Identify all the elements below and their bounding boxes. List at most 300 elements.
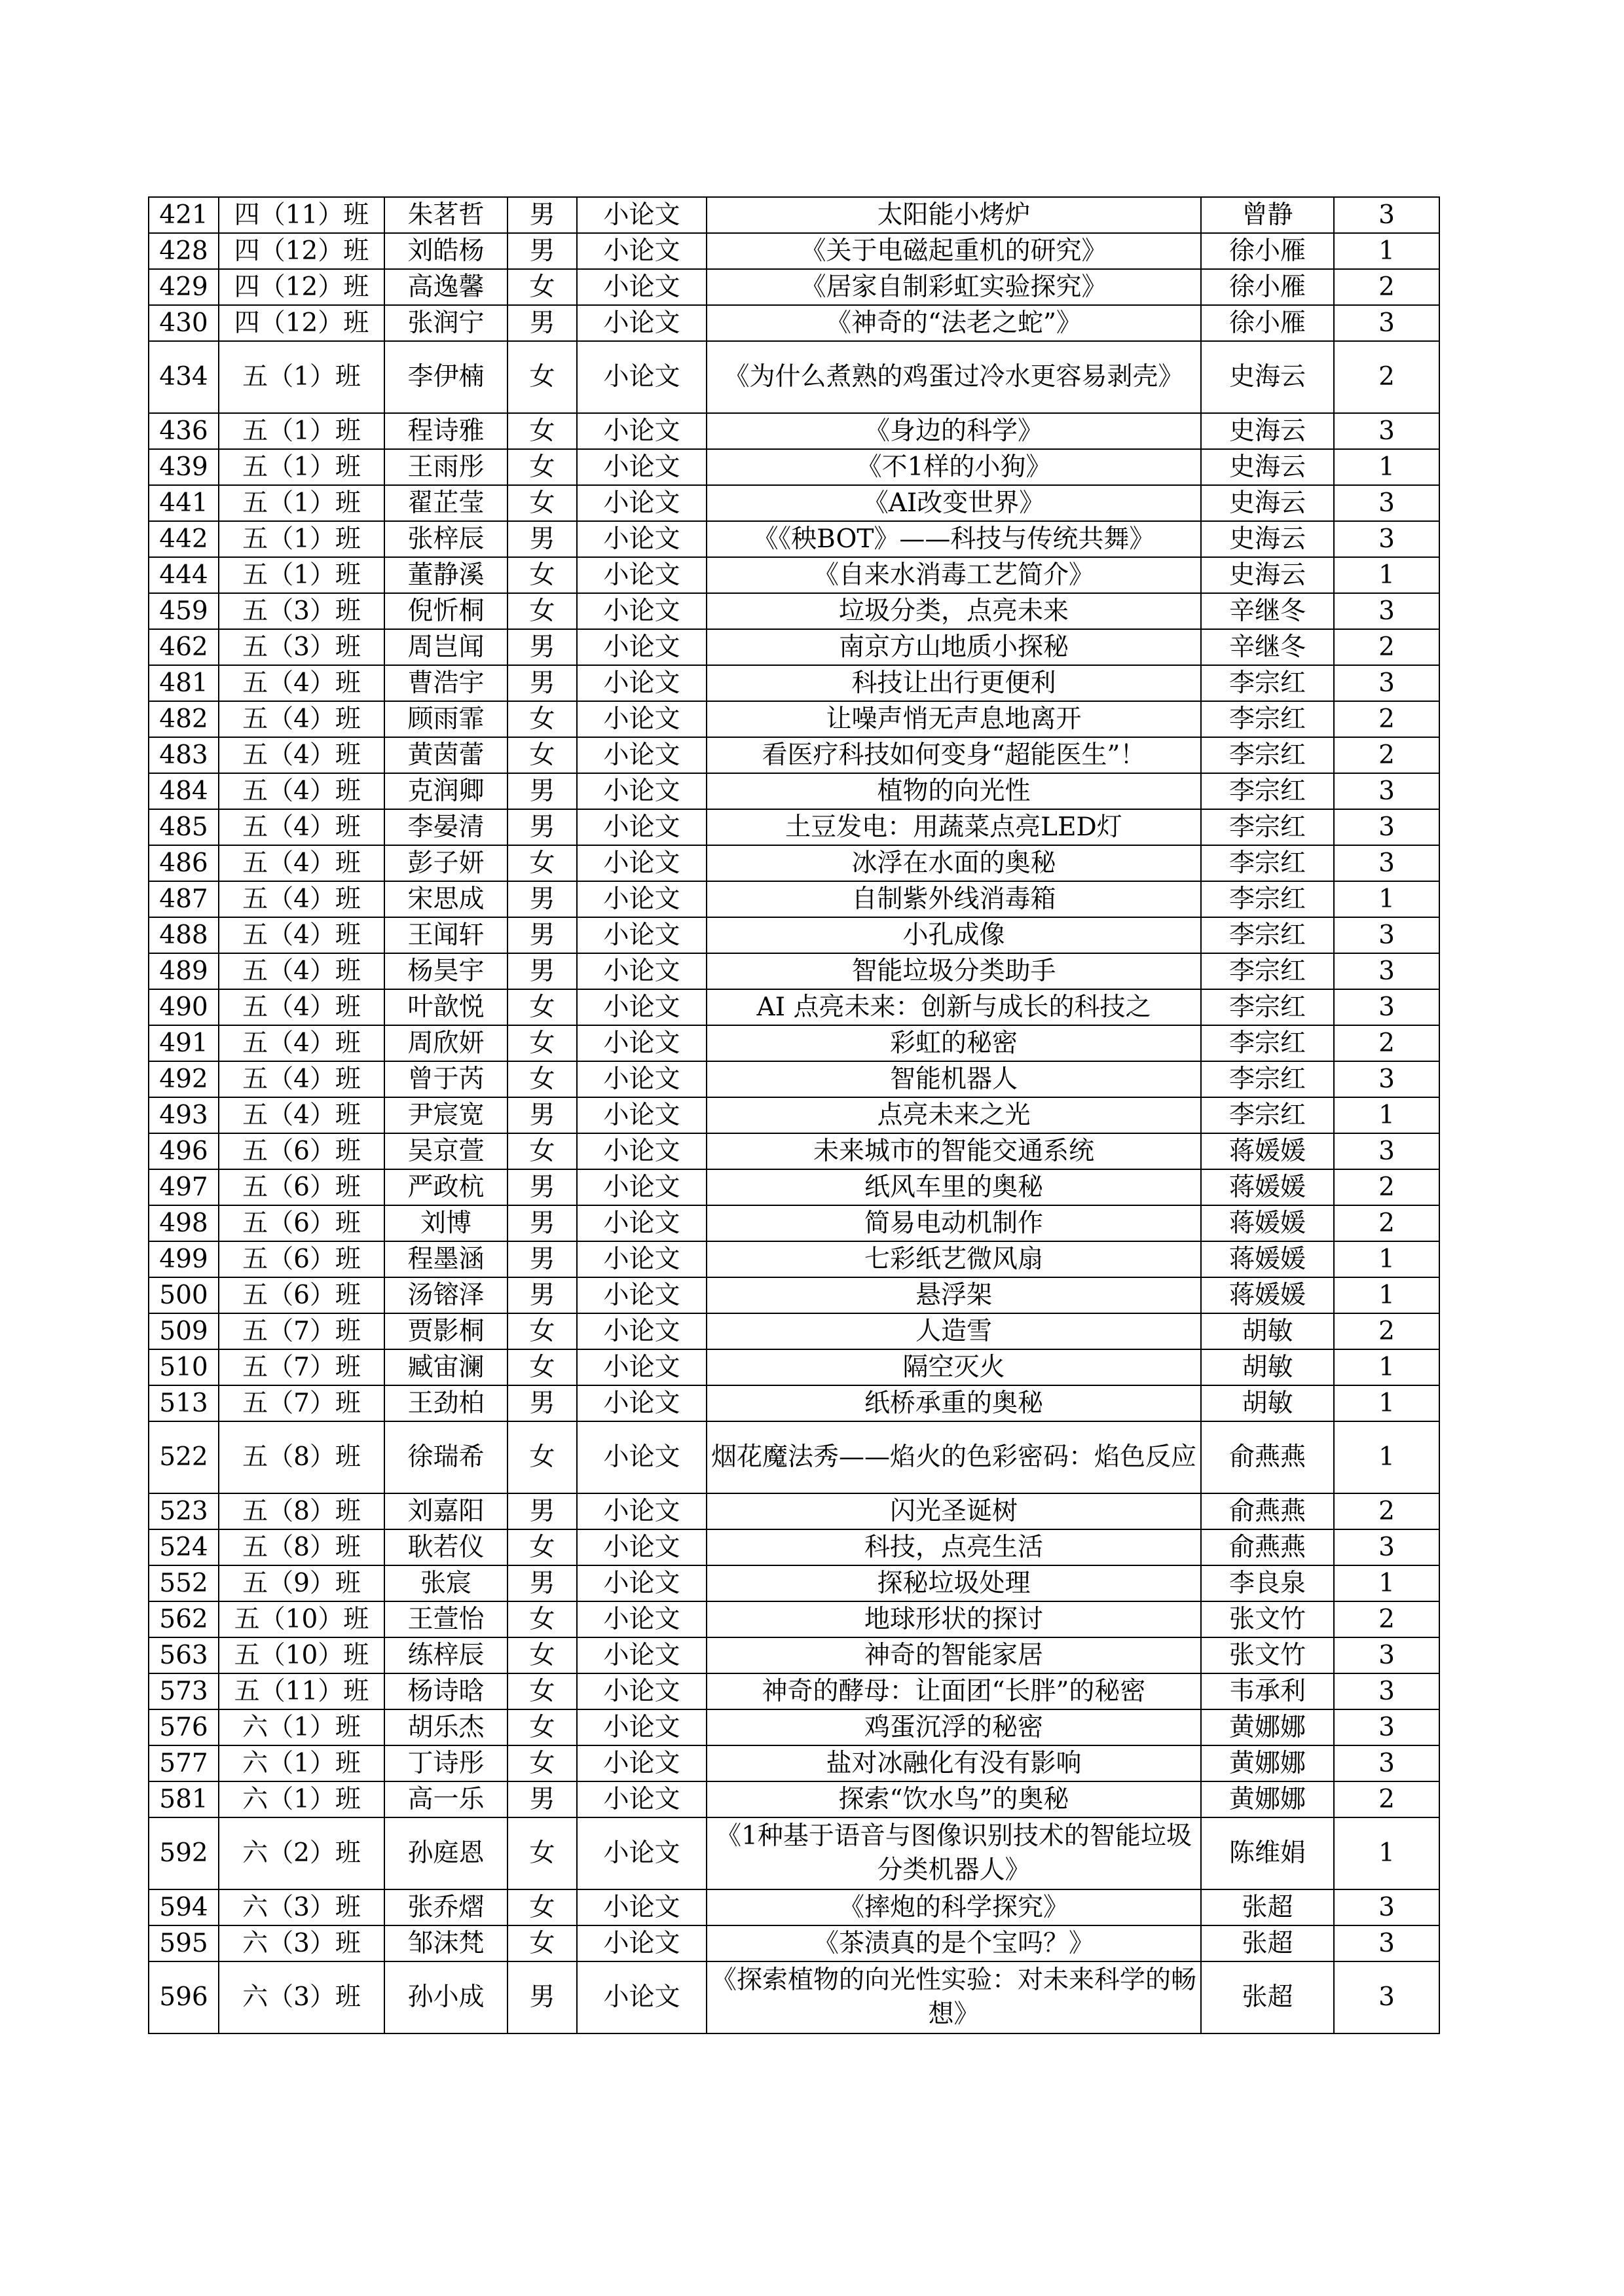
entry-number-cell: 487 [149, 881, 219, 917]
student-name-cell: 曾于芮 [384, 1061, 507, 1097]
student-name-cell: 臧宙澜 [384, 1349, 507, 1385]
gender-cell: 女 [507, 413, 577, 449]
award-level-cell: 2 [1334, 1169, 1439, 1205]
paper-title-cell: 让噪声悄无声息地离开 [707, 701, 1201, 737]
table-row [149, 1241, 1439, 1277]
student-name-cell: 张乔熠 [384, 1889, 507, 1925]
category-cell: 小论文 [577, 1925, 707, 1961]
table-row [149, 1205, 1439, 1241]
class-cell: 五（4）班 [219, 1097, 384, 1133]
class-cell: 五（1）班 [219, 413, 384, 449]
teacher-cell: 胡敏 [1201, 1385, 1334, 1421]
award-level-cell: 3 [1334, 1133, 1439, 1169]
gender-cell: 女 [507, 989, 577, 1025]
table-row [149, 305, 1439, 341]
table-row [149, 1313, 1439, 1349]
gender-cell: 女 [507, 1673, 577, 1709]
class-cell: 五（9）班 [219, 1565, 384, 1601]
teacher-cell: 胡敏 [1201, 1313, 1334, 1349]
table-row [149, 1349, 1439, 1385]
category-cell: 小论文 [577, 1817, 707, 1889]
award-level-cell: 1 [1334, 881, 1439, 917]
table-row [149, 1385, 1439, 1421]
table-row [149, 1025, 1439, 1061]
student-name-cell: 翟芷莹 [384, 485, 507, 521]
award-level-cell: 3 [1334, 485, 1439, 521]
student-name-cell: 张润宁 [384, 305, 507, 341]
paper-title-cell: 科技，点亮生活 [707, 1529, 1201, 1565]
teacher-cell: 蒋媛媛 [1201, 1277, 1334, 1313]
table-row [149, 737, 1439, 773]
teacher-cell: 蒋媛媛 [1201, 1205, 1334, 1241]
entry-number-cell: 484 [149, 773, 219, 809]
class-cell: 五（4）班 [219, 917, 384, 953]
student-name-cell: 刘皓杨 [384, 233, 507, 269]
paper-title-cell: 《为什么煮熟的鸡蛋过冷水更容易剥壳》 [707, 341, 1201, 413]
entry-number-cell: 462 [149, 629, 219, 665]
gender-cell: 女 [507, 1709, 577, 1745]
class-cell: 五（3）班 [219, 629, 384, 665]
class-cell: 五（6）班 [219, 1241, 384, 1277]
award-level-cell: 2 [1334, 701, 1439, 737]
student-name-cell: 曹浩宇 [384, 665, 507, 701]
teacher-cell: 李宗红 [1201, 737, 1334, 773]
table-row [149, 557, 1439, 593]
gender-cell: 男 [507, 1097, 577, 1133]
category-cell: 小论文 [577, 413, 707, 449]
table-row [149, 1961, 1439, 2033]
entry-number-cell: 496 [149, 1133, 219, 1169]
paper-title-cell: 自制紫外线消毒箱 [707, 881, 1201, 917]
paper-title-cell: 《《秧BOT》——科技与传统共舞》 [707, 521, 1201, 557]
category-cell: 小论文 [577, 1097, 707, 1133]
student-name-cell: 孙小成 [384, 1961, 507, 2033]
paper-title-cell: 悬浮架 [707, 1277, 1201, 1313]
teacher-cell: 张文竹 [1201, 1637, 1334, 1673]
teacher-cell: 张文竹 [1201, 1601, 1334, 1637]
table-row [149, 1421, 1439, 1493]
paper-title-cell: 鸡蛋沉浮的秘密 [707, 1709, 1201, 1745]
entry-number-cell: 483 [149, 737, 219, 773]
class-cell: 五（4）班 [219, 1025, 384, 1061]
category-cell: 小论文 [577, 557, 707, 593]
teacher-cell: 黄娜娜 [1201, 1781, 1334, 1817]
table-row [149, 845, 1439, 881]
award-level-cell: 2 [1334, 629, 1439, 665]
paper-title-cell: 地球形状的探讨 [707, 1601, 1201, 1637]
category-cell: 小论文 [577, 1205, 707, 1241]
class-cell: 六（3）班 [219, 1889, 384, 1925]
teacher-cell: 李宗红 [1201, 773, 1334, 809]
entry-number-cell: 563 [149, 1637, 219, 1673]
paper-title-cell: 未来城市的智能交通系统 [707, 1133, 1201, 1169]
class-cell: 六（1）班 [219, 1745, 384, 1781]
category-cell: 小论文 [577, 1565, 707, 1601]
table-row [149, 485, 1439, 521]
teacher-cell: 史海云 [1201, 413, 1334, 449]
results-table [148, 196, 1440, 2034]
table-row [149, 1133, 1439, 1169]
gender-cell: 男 [507, 197, 577, 233]
table-row [149, 1817, 1439, 1889]
paper-title-cell: 《身边的科学》 [707, 413, 1201, 449]
table-row [149, 1169, 1439, 1205]
gender-cell: 女 [507, 845, 577, 881]
category-cell: 小论文 [577, 449, 707, 485]
award-level-cell: 2 [1334, 269, 1439, 305]
class-cell: 五（1）班 [219, 557, 384, 593]
entry-number-cell: 522 [149, 1421, 219, 1493]
gender-cell: 男 [507, 1205, 577, 1241]
entry-number-cell: 486 [149, 845, 219, 881]
student-name-cell: 杨诗晗 [384, 1673, 507, 1709]
class-cell: 四（12）班 [219, 233, 384, 269]
entry-number-cell: 500 [149, 1277, 219, 1313]
category-cell: 小论文 [577, 989, 707, 1025]
student-name-cell: 王劲柏 [384, 1385, 507, 1421]
paper-title-cell: 太阳能小烤炉 [707, 197, 1201, 233]
student-name-cell: 李伊楠 [384, 341, 507, 413]
award-level-cell: 3 [1334, 413, 1439, 449]
award-level-cell: 3 [1334, 521, 1439, 557]
gender-cell: 男 [507, 809, 577, 845]
gender-cell: 女 [507, 593, 577, 629]
entry-number-cell: 485 [149, 809, 219, 845]
teacher-cell: 史海云 [1201, 521, 1334, 557]
gender-cell: 女 [507, 557, 577, 593]
table-row [149, 881, 1439, 917]
entry-number-cell: 509 [149, 1313, 219, 1349]
category-cell: 小论文 [577, 1637, 707, 1673]
student-name-cell: 董静溪 [384, 557, 507, 593]
student-name-cell: 王闻轩 [384, 917, 507, 953]
category-cell: 小论文 [577, 953, 707, 989]
gender-cell: 男 [507, 1241, 577, 1277]
paper-title-cell: 盐对冰融化有没有影响 [707, 1745, 1201, 1781]
category-cell: 小论文 [577, 1493, 707, 1529]
student-name-cell: 王萱怡 [384, 1601, 507, 1637]
paper-title-cell: 《关于电磁起重机的研究》 [707, 233, 1201, 269]
category-cell: 小论文 [577, 1313, 707, 1349]
paper-title-cell: 《不1样的小狗》 [707, 449, 1201, 485]
table-row [149, 1493, 1439, 1529]
gender-cell: 男 [507, 1961, 577, 2033]
paper-title-cell: 纸风车里的奥秘 [707, 1169, 1201, 1205]
teacher-cell: 史海云 [1201, 449, 1334, 485]
table-row [149, 629, 1439, 665]
award-level-cell: 3 [1334, 1925, 1439, 1961]
class-cell: 五（1）班 [219, 449, 384, 485]
teacher-cell: 李宗红 [1201, 881, 1334, 917]
table-row [149, 1061, 1439, 1097]
entry-number-cell: 491 [149, 1025, 219, 1061]
category-cell: 小论文 [577, 521, 707, 557]
paper-title-cell: 《居家自制彩虹实验探究》 [707, 269, 1201, 305]
gender-cell: 男 [507, 1781, 577, 1817]
student-name-cell: 彭子妍 [384, 845, 507, 881]
gender-cell: 女 [507, 1637, 577, 1673]
paper-title-cell: 《AI改变世界》 [707, 485, 1201, 521]
student-name-cell: 胡乐杰 [384, 1709, 507, 1745]
student-name-cell: 贾影桐 [384, 1313, 507, 1349]
class-cell: 五（1）班 [219, 485, 384, 521]
paper-title-cell: 《自来水消毒工艺简介》 [707, 557, 1201, 593]
teacher-cell: 黄娜娜 [1201, 1709, 1334, 1745]
table-row [149, 1781, 1439, 1817]
award-level-cell: 3 [1334, 197, 1439, 233]
teacher-cell: 蒋媛媛 [1201, 1241, 1334, 1277]
award-level-cell: 1 [1334, 1565, 1439, 1601]
category-cell: 小论文 [577, 593, 707, 629]
student-name-cell: 克润卿 [384, 773, 507, 809]
category-cell: 小论文 [577, 485, 707, 521]
teacher-cell: 蒋媛媛 [1201, 1133, 1334, 1169]
teacher-cell: 李宗红 [1201, 953, 1334, 989]
category-cell: 小论文 [577, 1169, 707, 1205]
class-cell: 五（7）班 [219, 1349, 384, 1385]
entry-number-cell: 421 [149, 197, 219, 233]
class-cell: 五（6）班 [219, 1133, 384, 1169]
table-row [149, 917, 1439, 953]
award-level-cell: 3 [1334, 773, 1439, 809]
table-row [149, 773, 1439, 809]
class-cell: 五（4）班 [219, 665, 384, 701]
class-cell: 五（4）班 [219, 845, 384, 881]
student-name-cell: 李晏清 [384, 809, 507, 845]
student-name-cell: 宋思成 [384, 881, 507, 917]
teacher-cell: 俞燕燕 [1201, 1421, 1334, 1493]
teacher-cell: 蒋媛媛 [1201, 1169, 1334, 1205]
gender-cell: 男 [507, 521, 577, 557]
award-level-cell: 3 [1334, 917, 1439, 953]
award-level-cell: 3 [1334, 845, 1439, 881]
table-row [149, 269, 1439, 305]
category-cell: 小论文 [577, 809, 707, 845]
table-row [149, 1601, 1439, 1637]
student-name-cell: 邹沫梵 [384, 1925, 507, 1961]
award-level-cell: 1 [1334, 1421, 1439, 1493]
student-name-cell: 程诗雅 [384, 413, 507, 449]
category-cell: 小论文 [577, 737, 707, 773]
class-cell: 五（10）班 [219, 1601, 384, 1637]
category-cell: 小论文 [577, 1061, 707, 1097]
award-level-cell: 1 [1334, 233, 1439, 269]
teacher-cell: 辛继冬 [1201, 593, 1334, 629]
award-level-cell: 3 [1334, 1529, 1439, 1565]
class-cell: 五（1）班 [219, 341, 384, 413]
category-cell: 小论文 [577, 1241, 707, 1277]
entry-number-cell: 594 [149, 1889, 219, 1925]
award-level-cell: 2 [1334, 1025, 1439, 1061]
category-cell: 小论文 [577, 629, 707, 665]
paper-title-cell: 烟花魔法秀——焰火的色彩密码：焰色反应 [707, 1421, 1201, 1493]
paper-title-cell: 闪光圣诞树 [707, 1493, 1201, 1529]
teacher-cell: 徐小雁 [1201, 233, 1334, 269]
entry-number-cell: 428 [149, 233, 219, 269]
teacher-cell: 李良泉 [1201, 1565, 1334, 1601]
paper-title-cell: 植物的向光性 [707, 773, 1201, 809]
student-name-cell: 黄茵蕾 [384, 737, 507, 773]
teacher-cell: 曾静 [1201, 197, 1334, 233]
table-row [149, 953, 1439, 989]
entry-number-cell: 434 [149, 341, 219, 413]
teacher-cell: 俞燕燕 [1201, 1493, 1334, 1529]
award-level-cell: 2 [1334, 1781, 1439, 1817]
award-level-cell: 3 [1334, 989, 1439, 1025]
class-cell: 六（1）班 [219, 1781, 384, 1817]
entry-number-cell: 596 [149, 1961, 219, 2033]
category-cell: 小论文 [577, 341, 707, 413]
class-cell: 五（6）班 [219, 1205, 384, 1241]
gender-cell: 女 [507, 1421, 577, 1493]
entry-number-cell: 490 [149, 989, 219, 1025]
award-level-cell: 3 [1334, 1889, 1439, 1925]
paper-title-cell: 《茶渍真的是个宝吗？》 [707, 1925, 1201, 1961]
award-level-cell: 3 [1334, 305, 1439, 341]
gender-cell: 男 [507, 953, 577, 989]
entry-number-cell: 592 [149, 1817, 219, 1889]
entry-number-cell: 577 [149, 1745, 219, 1781]
teacher-cell: 张超 [1201, 1889, 1334, 1925]
teacher-cell: 徐小雁 [1201, 269, 1334, 305]
student-name-cell: 孙庭恩 [384, 1817, 507, 1889]
award-level-cell: 1 [1334, 1349, 1439, 1385]
category-cell: 小论文 [577, 1025, 707, 1061]
class-cell: 五（10）班 [219, 1637, 384, 1673]
student-name-cell: 周欣妍 [384, 1025, 507, 1061]
paper-title-cell: 科技让出行更便利 [707, 665, 1201, 701]
teacher-cell: 张超 [1201, 1925, 1334, 1961]
paper-title-cell: 南京方山地质小探秘 [707, 629, 1201, 665]
teacher-cell: 李宗红 [1201, 1025, 1334, 1061]
entry-number-cell: 488 [149, 917, 219, 953]
teacher-cell: 张超 [1201, 1961, 1334, 2033]
award-level-cell: 3 [1334, 1673, 1439, 1709]
award-level-cell: 3 [1334, 665, 1439, 701]
table-row [149, 1529, 1439, 1565]
table-row [149, 1925, 1439, 1961]
student-name-cell: 张梓辰 [384, 521, 507, 557]
category-cell: 小论文 [577, 1133, 707, 1169]
table-row [149, 521, 1439, 557]
teacher-cell: 李宗红 [1201, 701, 1334, 737]
entry-number-cell: 595 [149, 1925, 219, 1961]
table-row [149, 341, 1439, 413]
student-name-cell: 杨昊宇 [384, 953, 507, 989]
gender-cell: 男 [507, 1565, 577, 1601]
teacher-cell: 李宗红 [1201, 989, 1334, 1025]
award-level-cell: 2 [1334, 1493, 1439, 1529]
class-cell: 四（11）班 [219, 197, 384, 233]
award-level-cell: 2 [1334, 341, 1439, 413]
category-cell: 小论文 [577, 881, 707, 917]
class-cell: 五（8）班 [219, 1493, 384, 1529]
entry-number-cell: 429 [149, 269, 219, 305]
entry-number-cell: 444 [149, 557, 219, 593]
paper-title-cell: 探秘垃圾处理 [707, 1565, 1201, 1601]
class-cell: 五（3）班 [219, 593, 384, 629]
gender-cell: 男 [507, 233, 577, 269]
student-name-cell: 王雨彤 [384, 449, 507, 485]
class-cell: 五（8）班 [219, 1421, 384, 1493]
category-cell: 小论文 [577, 1529, 707, 1565]
student-name-cell: 丁诗彤 [384, 1745, 507, 1781]
table-row [149, 701, 1439, 737]
gender-cell: 女 [507, 1745, 577, 1781]
category-cell: 小论文 [577, 305, 707, 341]
entry-number-cell: 498 [149, 1205, 219, 1241]
gender-cell: 女 [507, 1601, 577, 1637]
paper-title-cell: 探索“饮水鸟”的奥秘 [707, 1781, 1201, 1817]
student-name-cell: 严政杭 [384, 1169, 507, 1205]
award-level-cell: 1 [1334, 1241, 1439, 1277]
table-row [149, 665, 1439, 701]
category-cell: 小论文 [577, 773, 707, 809]
entry-number-cell: 481 [149, 665, 219, 701]
teacher-cell: 韦承利 [1201, 1673, 1334, 1709]
table-row [149, 1637, 1439, 1673]
entry-number-cell: 499 [149, 1241, 219, 1277]
student-name-cell: 吴京萱 [384, 1133, 507, 1169]
gender-cell: 女 [507, 485, 577, 521]
category-cell: 小论文 [577, 917, 707, 953]
gender-cell: 女 [507, 1889, 577, 1925]
class-cell: 五（1）班 [219, 521, 384, 557]
student-name-cell: 顾雨霏 [384, 701, 507, 737]
teacher-cell: 辛继冬 [1201, 629, 1334, 665]
paper-title-cell: 神奇的智能家居 [707, 1637, 1201, 1673]
teacher-cell: 胡敏 [1201, 1349, 1334, 1385]
student-name-cell: 徐瑞希 [384, 1421, 507, 1493]
table-body [149, 197, 1439, 2033]
teacher-cell: 李宗红 [1201, 917, 1334, 953]
class-cell: 五（4）班 [219, 773, 384, 809]
gender-cell: 女 [507, 701, 577, 737]
entry-number-cell: 489 [149, 953, 219, 989]
award-level-cell: 1 [1334, 1097, 1439, 1133]
award-level-cell: 1 [1334, 1277, 1439, 1313]
student-name-cell: 耿若仪 [384, 1529, 507, 1565]
teacher-cell: 李宗红 [1201, 1097, 1334, 1133]
teacher-cell: 史海云 [1201, 557, 1334, 593]
student-name-cell: 练梓辰 [384, 1637, 507, 1673]
teacher-cell: 李宗红 [1201, 665, 1334, 701]
class-cell: 六（2）班 [219, 1817, 384, 1889]
table-row [149, 413, 1439, 449]
table-row [149, 1277, 1439, 1313]
gender-cell: 男 [507, 917, 577, 953]
gender-cell: 男 [507, 881, 577, 917]
class-cell: 六（3）班 [219, 1925, 384, 1961]
entry-number-cell: 581 [149, 1781, 219, 1817]
entry-number-cell: 441 [149, 485, 219, 521]
entry-number-cell: 497 [149, 1169, 219, 1205]
entry-number-cell: 524 [149, 1529, 219, 1565]
paper-title-cell: AI 点亮未来：创新与成长的科技之 [707, 989, 1201, 1025]
paper-title-cell: 看医疗科技如何变身“超能医生”！ [707, 737, 1201, 773]
category-cell: 小论文 [577, 665, 707, 701]
category-cell: 小论文 [577, 845, 707, 881]
student-name-cell: 张宸 [384, 1565, 507, 1601]
gender-cell: 男 [507, 665, 577, 701]
student-name-cell: 尹宸宽 [384, 1097, 507, 1133]
class-cell: 五（4）班 [219, 881, 384, 917]
paper-title-cell: 《探索植物的向光性实验：对未来科学的畅想》 [707, 1961, 1201, 2033]
class-cell: 五（4）班 [219, 701, 384, 737]
class-cell: 五（8）班 [219, 1529, 384, 1565]
class-cell: 五（6）班 [219, 1169, 384, 1205]
gender-cell: 女 [507, 1025, 577, 1061]
